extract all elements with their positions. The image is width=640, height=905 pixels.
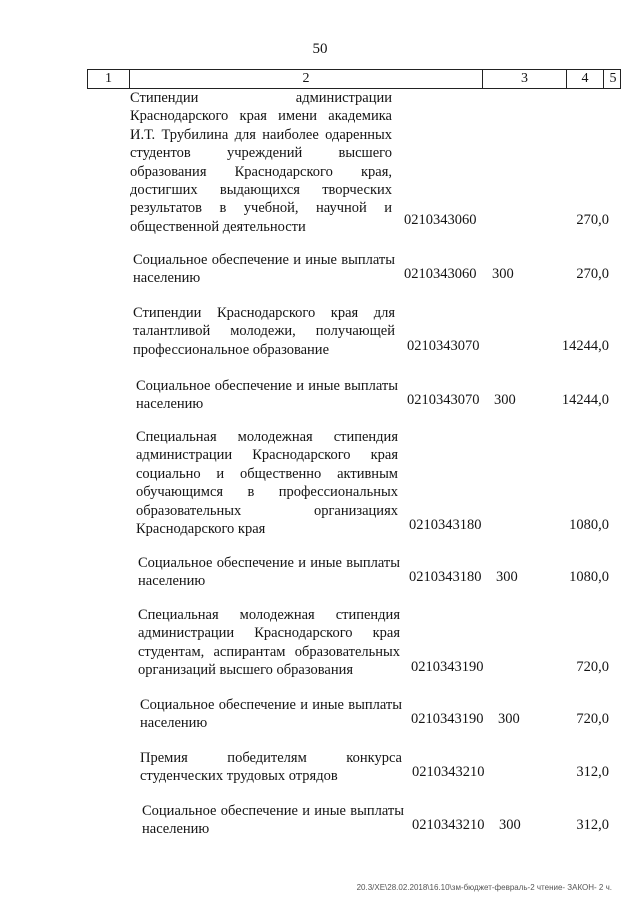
row-amount: 270,0 <box>576 266 609 282</box>
row-code: 0210343070 <box>407 392 480 408</box>
header-cell-2: 2 <box>130 70 483 88</box>
footer-file-path: 20.3/ХЕ\28.02.2018\16.10\зм-бюджет-февраль-2 чтение- ЗАКОН- 2 ч. <box>356 883 612 892</box>
row-amount: 1080,0 <box>569 517 609 533</box>
row-description: Стипендии Краснодарского края для талантливой молодежи, получающей профессиональное образование <box>133 305 395 358</box>
row-description: Социальное обеспечение и иные выплаты населению <box>140 697 402 732</box>
row-code: 0210343210 <box>412 817 485 833</box>
row-amount: 270,0 <box>576 212 609 228</box>
row-code: 0210343180 <box>409 517 482 533</box>
row-code: 0210343190 <box>411 711 484 727</box>
row-amount: 720,0 <box>576 659 609 675</box>
row-description: Социальное обеспечение и иные выплаты населению <box>142 803 404 838</box>
row-description: Социальное обеспечение и иные выплаты населению <box>136 378 398 413</box>
row-amount: 312,0 <box>576 817 609 833</box>
header-cell-3: 3 <box>483 70 567 88</box>
row-description: Специальная молодежная стипендия администрации Краснодарского края социально и общественно активным обучающимся в профессиональных образовательных организациях Краснодарского края <box>136 429 398 538</box>
row-code: 0210343180 <box>409 569 482 585</box>
row-amount: 14244,0 <box>561 392 609 408</box>
row-description: Социальное обеспечение и иные выплаты населению <box>138 555 400 590</box>
header-cell-5: 5 <box>609 71 617 86</box>
row-code: 0210343060 <box>404 212 477 228</box>
row-amount: 1080,0 <box>569 569 609 585</box>
row-code: 0210343070 <box>407 338 480 354</box>
row-expense-type: 300 <box>499 817 521 833</box>
row-description: Социальное обеспечение и иные выплаты населению <box>133 252 395 287</box>
row-expense-type: 300 <box>494 392 516 408</box>
table-header <box>87 69 621 89</box>
row-amount: 312,0 <box>576 764 609 780</box>
header-cell-1: 1 <box>88 70 130 88</box>
header-cell-4: 4 <box>567 70 604 88</box>
row-description: Специальная молодежная стипендия администрации Краснодарского края студентам, аспирантам образовательных организаций высшего образования <box>138 607 400 679</box>
row-amount: 14244,0 <box>561 338 609 354</box>
row-code: 0210343060 <box>404 266 477 282</box>
row-amount: 720,0 <box>576 711 609 727</box>
row-expense-type: 300 <box>496 569 518 585</box>
page-number: 50 <box>312 41 328 57</box>
row-code: 0210343190 <box>411 659 484 675</box>
row-description: Премия победителям конкурса студенческих трудовых отрядов <box>140 750 402 785</box>
row-code: 0210343210 <box>412 764 485 780</box>
row-description: Стипендии администрации Краснодарского края имени академика И.Т. Трубилина для наиболее одаренных студентов учреждений высшего образования Краснодарского края, достигших выдающихся творческих результатов в учебной, научной и общественной деятельности <box>130 90 392 235</box>
row-expense-type: 300 <box>492 266 514 282</box>
row-expense-type: 300 <box>498 711 520 727</box>
